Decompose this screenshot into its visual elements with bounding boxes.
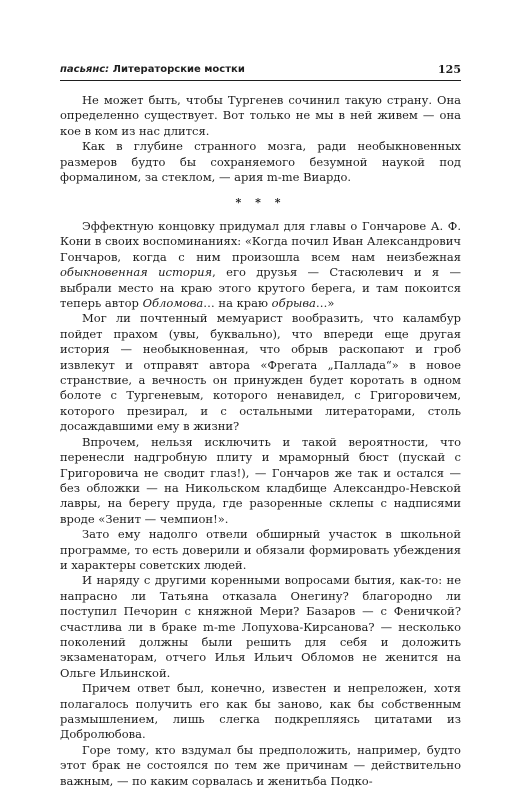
italic-run: обыкновенная история bbox=[60, 265, 213, 280]
page-number: 125 bbox=[438, 63, 461, 76]
paragraph bbox=[60, 681, 461, 743]
paragraph bbox=[60, 743, 461, 789]
running-header bbox=[60, 62, 461, 78]
text-run: Впрочем, нельзя исключить и такой вероятности, что перенесли надгробную плиту и мраморный бюст (пускай с Григоровича не сводит глаз!), — Гончаров же так и остался — без обложки — на Никольском кладбище Александро-Невской лавры, на берегу пруда, где разоренные склепы с надписями вроде «Зенит — чемпион!». bbox=[60, 434, 461, 526]
text-run: Эффектную концовку придумал для главы о Гончарове А. Ф. Кони в своих воспоминаниях: «Когда почил Иван Александрович Гончаров, когда с ним произошла всем нам неизбежная bbox=[60, 219, 461, 264]
text-run: … на краю bbox=[203, 296, 272, 311]
paragraph bbox=[60, 435, 461, 527]
text-run: Зато ему надолго отвели обширный участок в школьной программе, то есть доверили и обязали формировать убеждения и характеры советских людей. bbox=[60, 527, 461, 572]
text-block-main bbox=[60, 219, 461, 789]
section-separator: * * * bbox=[235, 196, 286, 209]
text-run: Как в глубине странного мозга, ради необыкновенных размеров будто бы сохраняемого безумной наукой под формалином, за стеклом, — ария m-me Виардо. bbox=[60, 139, 461, 185]
italic-run: обрыва bbox=[271, 296, 316, 311]
text-block-top bbox=[60, 93, 461, 185]
text-run: Причем ответ был, конечно, известен и непреложен, хотя полагалось получить его как бы заново, как бы собственным размышлением, лишь слегка подкрепляясь цитатами из Добролюбова. bbox=[60, 681, 461, 742]
running-title-lead: пасьянс: bbox=[60, 64, 110, 75]
paragraph bbox=[60, 219, 461, 311]
paragraph bbox=[60, 311, 461, 434]
text-run: Горе тому, кто вздумал бы предположить, например, будто этот брак не состоялся по тем же причинам — действительно важным, — по каким сорвалась и женитьба Подко- bbox=[60, 742, 461, 788]
header-rule bbox=[60, 80, 461, 81]
text-run: Не может быть, чтобы Тургенев сочинил такую страну. Она определенно существует. Вот только не мы в ней живем — она кое в ком из нас длится. bbox=[60, 93, 461, 138]
paragraph bbox=[60, 527, 461, 573]
running-title bbox=[60, 64, 245, 75]
text-run: …» bbox=[315, 296, 335, 311]
text-run: И наряду с другими коренными вопросами бытия, как-то: не напрасно ли Татьяна отказала Онегину? благородно ли поступил Печорин с княжной Мери? Базаров — с Феничкой? счастлива ли в браке m-me Лопухова-Кирсанова? — несколько поколений должны были решить для себя и доложить экзаменаторам, отчего Илья Ильич Обломов не женится на Ольге Ильинской. bbox=[60, 573, 461, 680]
italic-run: Обломова bbox=[142, 296, 204, 311]
paragraph bbox=[60, 139, 461, 185]
text-run: , его друзья — Стасюлевич и я — выбрали место на краю этого крутого берега, и там покоится теперь автор bbox=[60, 265, 461, 311]
text-run: Мог ли почтенный мемуарист вообразить, что каламбур пойдет прахом (увы, буквально), что впереди еще другая история — необыкновенная, что обрыв раскопают и гроб извлекут и отправят автора «Фрегата „Паллада“» в новое странствие, а вечность он принужден будет коротать в одном болоте с Тургеневым, которого ненавидел, с Григоровичем, которого презирал, и с остальными литераторами, столь досаждавшими ему в жизни? bbox=[60, 311, 461, 434]
paragraph bbox=[60, 93, 461, 139]
running-title-rest: Литераторские мостки bbox=[109, 64, 245, 75]
paragraph bbox=[60, 573, 461, 681]
